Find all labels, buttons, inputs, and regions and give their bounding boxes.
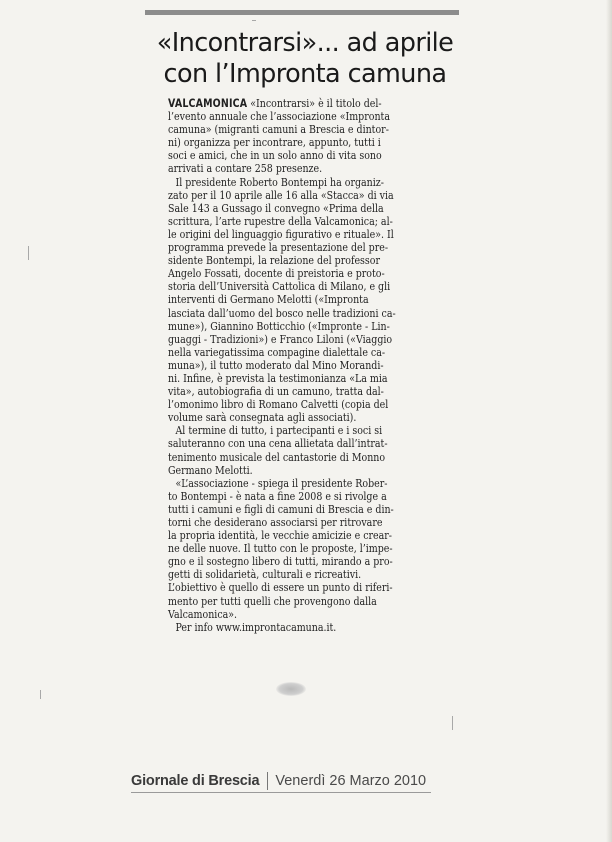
article-line: mento per tutti quelli che provengono dalla (168, 593, 377, 608)
article-line: torni che desiderano associarsi per ritrovare (168, 515, 383, 529)
article-line: L’obiettivo è quello di essere un punto di riferi- (168, 580, 393, 595)
article-line: nella variegatissima compagine dialettale ca- (168, 344, 386, 359)
dateline: VALCAMONICA (168, 96, 248, 110)
top-rule (145, 10, 459, 15)
scan-speck (40, 690, 41, 699)
article-line: ne delle nuove. Il tutto con le proposte, l’impe- (168, 541, 393, 556)
headline-line-2: con l’Impronta camuna (163, 59, 447, 89)
ink-smudge (276, 682, 306, 696)
article-line: Sale 143 a Gussago il convegno «Prima della (168, 200, 384, 215)
issue-date: Venerdì 26 Marzo 2010 (275, 773, 427, 789)
scan-speck (252, 20, 256, 21)
article-line: guaggi - Tradizioni») e Franco Liloni («Viaggio (168, 331, 393, 346)
article-line: Per info www.improntacamuna.it. (175, 619, 337, 634)
article-line: Il presidente Roberto Bontempi ha organiz- (175, 174, 384, 189)
article-line: mune»), Giannino Botticchio («Impronte - Lin- (168, 318, 390, 333)
footer-divider (267, 772, 268, 790)
article-line: programma prevede la presentazione del pre- (168, 240, 389, 255)
article-line: to Bontempi - è nata a fine 2008 e si rivolge a (168, 488, 387, 503)
article-line: «L’associazione - spiega il presidente Rober- (175, 475, 388, 490)
article-line: storia dell’Università Cattolica di Milano, e gli (168, 279, 391, 294)
article-line: ni. Infine, è prevista la testimonianza «La mia (168, 370, 388, 385)
article-line: zato per il 10 aprile alle 16 alla «Stacca» di via (168, 187, 394, 202)
scan-edge (606, 0, 612, 842)
headline (145, 28, 465, 90)
article-line: tutti i camuni e figli di camuni di Brescia e din- (168, 501, 394, 516)
article-line: sidente Bontempi, la relazione del professor (168, 253, 380, 268)
article-line: Al termine di tutto, i partecipanti e i soci si (175, 423, 383, 438)
newspaper-masthead: Giornale di Brescia (131, 773, 260, 789)
article-line: saluteranno con una cena allietata dall’intrat- (168, 436, 388, 451)
article-line: vita», autobiografia di un camuno, tratta dal- (168, 384, 384, 399)
article-line: Angelo Fossati, docente di preistoria e proto- (168, 266, 385, 281)
article-line: Germano Melotti. (168, 462, 253, 477)
article-body (168, 96, 396, 634)
article-line: la propria identità, le vecchie amicizie e crear- (168, 528, 392, 543)
article-line: l’evento annuale che l’associazione «Impronta (168, 109, 390, 124)
article-line: «Incontrarsi» è il titolo del- (247, 96, 382, 110)
article-line: muna»), il tutto moderato dal Mino Morandi- (168, 357, 384, 372)
article-line: soci e amici, che in un solo anno di vita sono (168, 148, 382, 163)
scan-speck (28, 246, 29, 260)
article-line: Valcamonica». (168, 606, 238, 621)
article-line: arrivati a contare 258 presenze. (168, 161, 323, 176)
article-line: camuna» (migranti camuni a Brescia e dintor- (168, 122, 389, 137)
article-line: scrittura, l’arte rupestre della Valcamonica; al- (168, 213, 393, 228)
footer-rule (131, 792, 431, 793)
scan-speck (452, 716, 453, 730)
article-line: lasciata dall’uomo del bosco nelle tradizioni ca- (168, 305, 396, 320)
article-line: le origini del linguaggio figurativo e rituale». Il (168, 226, 394, 241)
article-line: tenimento musicale del cantastorie di Monno (168, 449, 386, 464)
article-line: interventi di Germano Melotti («Impronta (168, 292, 369, 307)
headline-line-1: «Incontrarsi»... ad aprile (156, 28, 454, 58)
article-line: l’omonimo libro di Romano Calvetti (copia del (168, 397, 389, 412)
newspaper-footer (131, 770, 441, 792)
article-line: volume sarà consegnata agli associati). (168, 410, 357, 425)
article-line: ni) organizza per incontrare, appunto, tutti i (168, 135, 381, 150)
article-line: gno e il sostegno libero di tutti, mirando a pro- (168, 554, 393, 569)
article-line: getti di solidarietà, culturali e ricreativi. (168, 567, 362, 582)
